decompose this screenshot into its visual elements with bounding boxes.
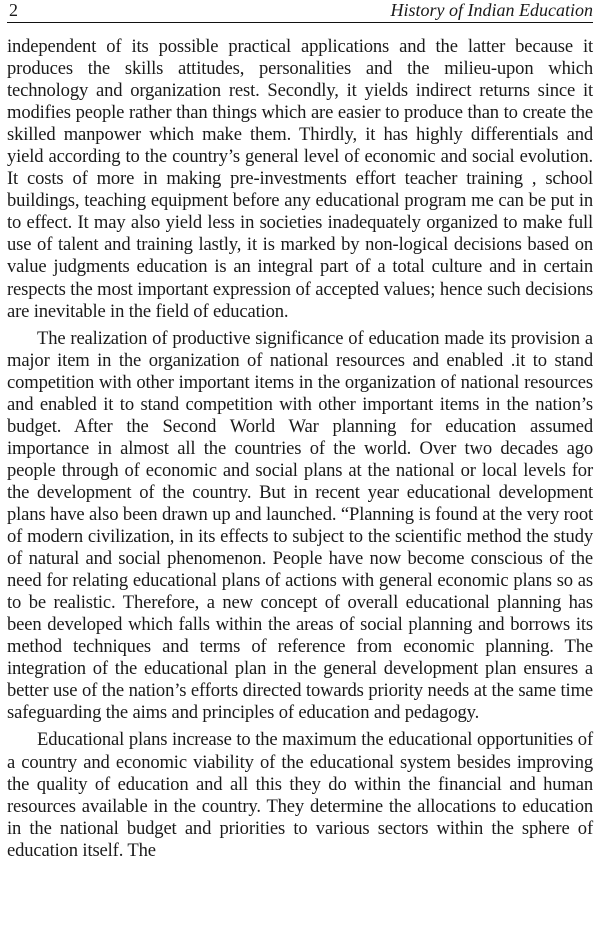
paragraph-planning-significance: The realization of productive significance of education made its provision a major item in the organization of national resources and enabled .it to stand competition with other important items in the organization of national resources and enabled it to stand competition with other important items in the nation’s budget. After the Second World War planning for education assumed importance in almost all the countries of the world. Over two decades ago people through of economic and social plans at the national or local levels for the development of the country. But in recent year educational development plans have also been drawn up and launched. “Planning is found at the very root of modern civilization, in its effects to subject to the scientific method the study of natural and social phenomenon. People have now become conscious of the need for relating educational plans of actions with general economic plans so as to be realistic. Therefore, a new concept of overall educational planning has been developed which falls within the areas of social planning and borrows its method techniques and terms of reference from economic planning. The integration of the educational plan in the general development plan ensures a better use of the nation’s efforts directed towards priority needs at the same time safeguarding the aims and principles of education and pedagogy.: [7, 327, 593, 724]
running-head: [7, 0, 593, 23]
paragraph-continuation: independent of its possible practical applications and the latter because it produces the skills attitudes, personalities and the milieu-upon which technology and organization rest. Secondly, it yields indirect returns since it modifies people rather than things which are easier to produce than to create the skilled manpower which make them. Thirdly, it has highly differentials and yield according to the country’s general level of economic and social evolution. It costs of more in making pre-investments effort teacher training , school buildings, teaching equipment before any educational program me can be put in to effect. It may also yield less in societies inadequately organized to make full use of talent and training lastly, it is marked by non-logical decisions based on value judgments education is an integral part of a total culture and in certain respects the most important expression of accepted values; hence such decisions are inevitable in the field of education.: [7, 36, 593, 322]
body-text: [7, 36, 593, 862]
page-number: 2: [9, 0, 18, 20]
book-page: [7, 0, 593, 862]
paragraph-educational-plans: Educational plans increase to the maximum the educational opportunities of a country and economic viability of the educational system besides improving the quality of education and all this they do within the financial and human resources available in the country. They determine the allocations to education in the national budget and priorities to various sectors within the sphere of education itself. The: [7, 729, 593, 861]
book-title: History of Indian Education: [390, 0, 593, 20]
